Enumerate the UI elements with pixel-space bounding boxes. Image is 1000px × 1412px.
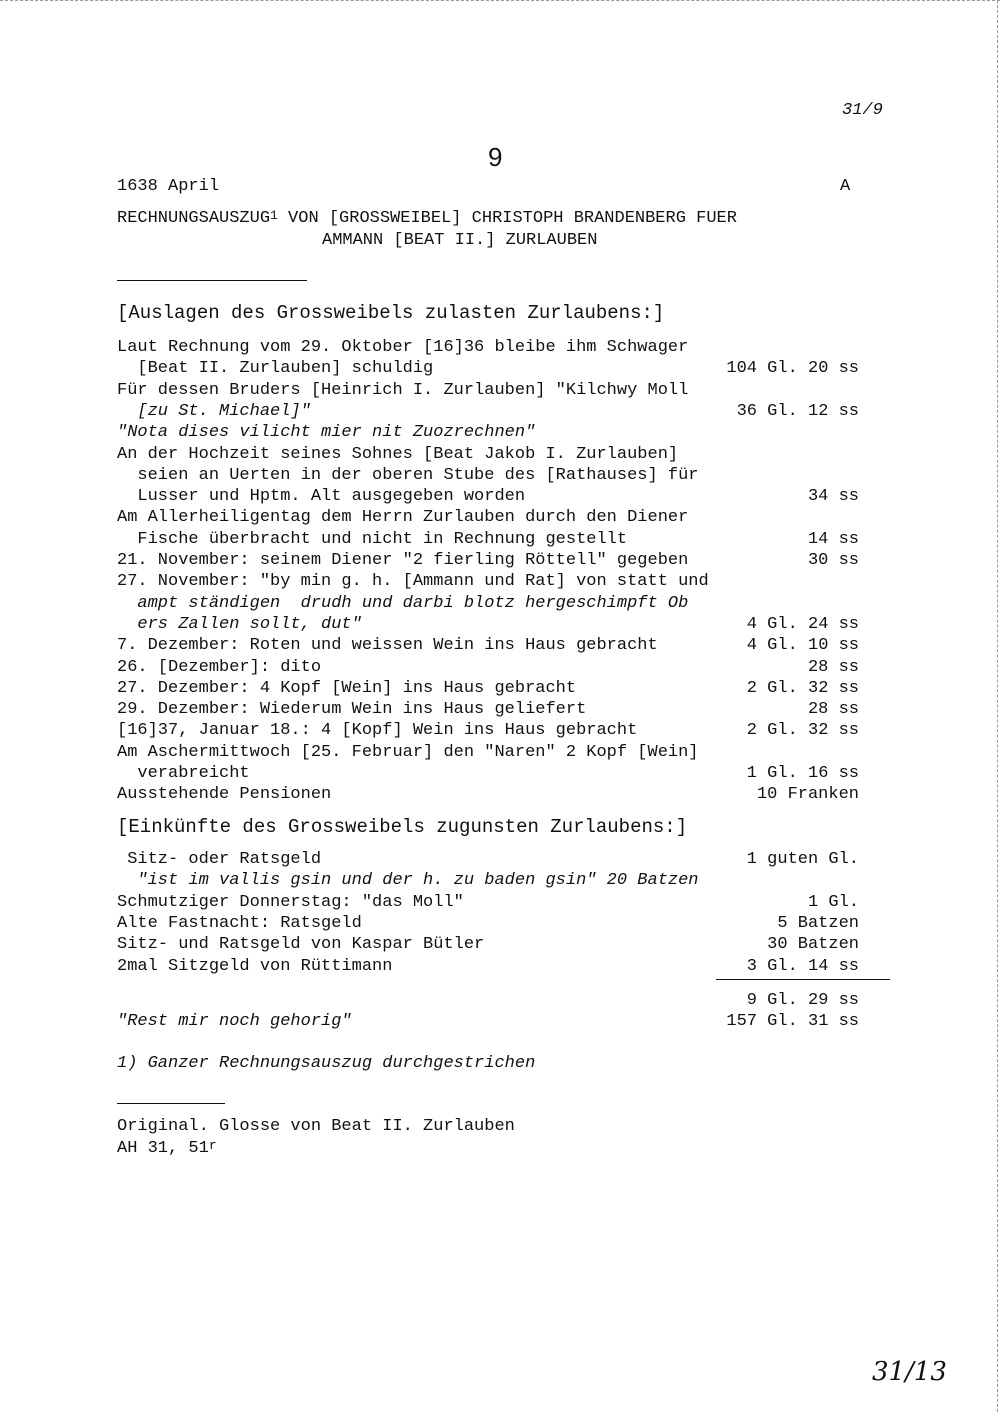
page-edge-right xyxy=(996,0,998,1412)
section-heading-income: [Einkünfte des Grossweibels zugunsten Zurlaubens:] xyxy=(117,816,688,838)
page-number: 9 xyxy=(488,142,503,172)
entry-amount: 30 ss xyxy=(807,551,859,570)
document-letter: A xyxy=(840,177,851,196)
entry-amount: 1 Gl. 16 ss xyxy=(746,764,859,783)
rest-label: "Rest mir noch gehorig" xyxy=(117,1012,352,1031)
entry-text: "ist im vallis gsin und der h. zu baden gsin" 20 Batzen xyxy=(117,871,699,891)
entry-text: Sitz- und Ratsgeld von Kaspar Bütler xyxy=(117,935,485,955)
entry-text: "Nota dises vilicht mier nit Zuozrechnen" xyxy=(117,423,536,443)
entry-text: Lusser und Hptm. Alt ausgegeben worden xyxy=(117,487,526,507)
page-edge-top xyxy=(0,0,1000,2)
entry-amount: 34 ss xyxy=(807,487,859,507)
entry-text: 27. November: "by min g. h. [Ammann und Rat] von statt und xyxy=(117,572,709,592)
entry-text: Für dessen Bruders [Heinrich I. Zurlauben] "Kilchwy Moll xyxy=(117,380,689,400)
document-title-line2: AMMANN [BEAT II.] ZURLAUBEN xyxy=(322,231,598,250)
entry-text: Ausstehende Pensionen xyxy=(117,785,332,805)
entry-text: [16]37, Januar 18.: 4 [Kopf] Wein ins Haus gebracht xyxy=(117,721,638,741)
source-rule xyxy=(117,1103,225,1104)
entry-text: An der Hochzeit seines Sohnes [Beat Jakob I. Zurlauben] xyxy=(117,444,679,464)
footnote: 1) Ganzer Rechnungsauszug durchgestrichen xyxy=(117,1054,536,1073)
entry-amount: 36 Gl. 12 ss xyxy=(736,401,859,421)
entry-amount: 1 guten Gl. xyxy=(746,850,859,869)
entry-text: ampt ständigen drudh und darbi blotz hergeschimpft Ob xyxy=(117,593,689,613)
entry-text: 29. Dezember: Wiederum Wein ins Haus geliefert xyxy=(117,700,587,720)
title-part-a: RECHNUNGSAUSZUG xyxy=(117,209,271,228)
entry-amount: 104 Gl. 20 ss xyxy=(726,359,859,379)
entry-amount: 1 Gl. xyxy=(807,892,859,912)
footnote-mark: 1 xyxy=(270,208,278,223)
document-date: 1638 April xyxy=(117,177,220,196)
entry-text: 21. November: seinem Diener "2 fierling Röttell" gegeben xyxy=(117,551,689,570)
entry-amount: 5 Batzen xyxy=(777,913,859,933)
entry-text: Am Allerheiligentag dem Herrn Zurlauben durch den Diener xyxy=(117,508,689,528)
entry-text: Alte Fastnacht: Ratsgeld xyxy=(117,913,362,933)
entry-amount: 4 Gl. 24 ss xyxy=(746,614,859,634)
entry-text: ers Zallen sollt, dut" xyxy=(117,614,362,634)
archive-number: 31/9 xyxy=(842,101,883,120)
handwritten-number: 31/13 xyxy=(872,1357,947,1387)
entry-amount: 4 Gl. 10 ss xyxy=(746,636,859,656)
source-ref: AH 31, 51 xyxy=(117,1139,209,1158)
entry-text: Laut Rechnung vom 29. Oktober [16]36 bleibe ihm Schwager xyxy=(117,338,689,357)
source-sup: r xyxy=(208,1138,217,1153)
entry-text: [Beat II. Zurlauben] schuldig xyxy=(117,359,434,379)
sum-rule xyxy=(716,979,890,980)
entry-text: verabreicht xyxy=(117,764,250,783)
entry-amount: 28 ss xyxy=(807,700,859,720)
entry-text: seien an Uerten in der oberen Stube des [Rathauses] für xyxy=(117,465,699,485)
source-line2 xyxy=(117,1138,217,1159)
source-line1: Original. Glosse von Beat II. Zurlauben xyxy=(117,1117,515,1136)
entry-text: 7. Dezember: Roten und weissen Wein ins Haus gebracht xyxy=(117,636,658,656)
entry-text: Am Aschermittwoch [25. Februar] den "Naren" 2 Kopf [Wein] xyxy=(117,742,699,762)
title-rule xyxy=(117,280,307,281)
entry-text: 26. [Dezember]: dito xyxy=(117,657,322,677)
entry-text: Fische überbracht und nicht in Rechnung gestellt xyxy=(117,529,628,549)
entry-text: Sitz- oder Ratsgeld xyxy=(117,850,322,869)
entry-amount: 2 Gl. 32 ss xyxy=(746,721,859,741)
section-heading-expenses: [Auslagen des Grossweibels zulasten Zurlaubens:] xyxy=(117,302,665,324)
rest-amount: 157 Gl. 31 ss xyxy=(726,1012,859,1031)
entry-text: Schmutziger Donnerstag: "das Moll" xyxy=(117,892,464,912)
entry-amount: 2 Gl. 32 ss xyxy=(746,678,859,698)
entry-text: 27. Dezember: 4 Kopf [Wein] ins Haus gebracht xyxy=(117,678,577,698)
entry-text: [zu St. Michael]" xyxy=(117,401,311,421)
entry-amount: 10 Franken xyxy=(756,785,859,805)
entry-amount: 14 ss xyxy=(807,529,859,549)
entry-text: 2mal Sitzgeld von Rüttimann xyxy=(117,956,393,976)
entry-amount: 28 ss xyxy=(807,657,859,677)
subtotal-amount: 9 Gl. 29 ss xyxy=(746,991,859,1010)
document-title-line1 xyxy=(117,208,737,229)
entry-amount: 30 Batzen xyxy=(767,935,859,955)
entry-amount: 3 Gl. 14 ss xyxy=(746,956,859,976)
title-part-b: VON [GROSSWEIBEL] CHRISTOPH BRANDENBERG FUER xyxy=(277,209,737,228)
